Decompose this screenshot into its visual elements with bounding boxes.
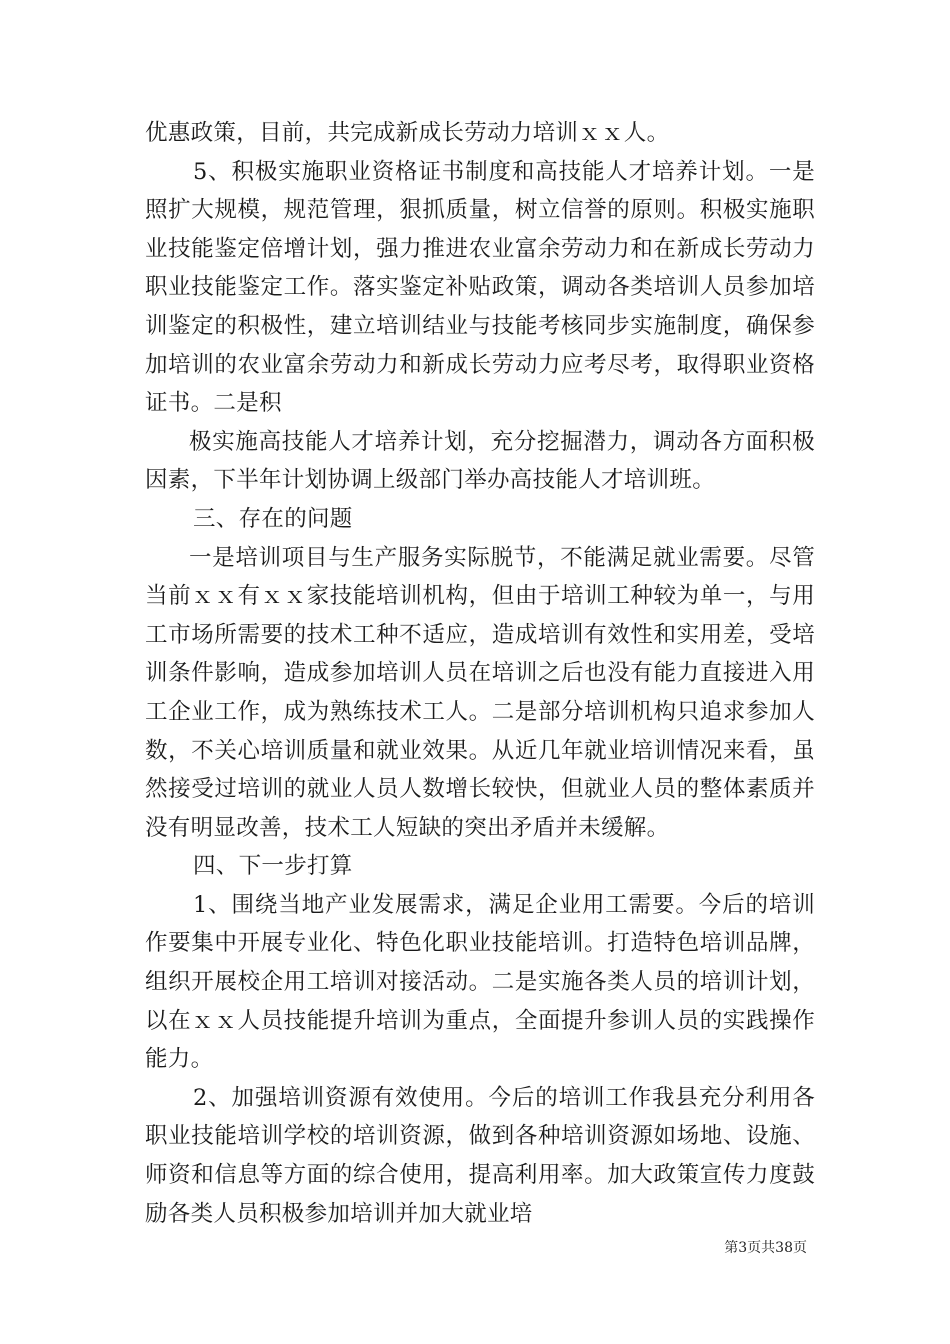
text-line: 2、加强培训资源有效使用。今后的培训工作我县充分利用各 (193, 1084, 815, 1111)
text-line: 训条件影响，造成参加培训人员在培训之后也没有能力直接进入用 (145, 660, 815, 687)
page-number: 第3页共38页 (724, 1240, 807, 1256)
text-line: 职业技能培训学校的培训资源，做到各种培训资源如场地、设施、 (145, 1123, 815, 1150)
text-line: 然接受过培训的就业人员人数增长较快，但就业人员的整体素质并 (145, 776, 815, 803)
text-line: 加培训的农业富余劳动力和新成长劳动力应考尽考，取得职业资格 (145, 351, 815, 378)
text-line: 优惠政策，目前，共完成新成长劳动力培训ｘｘ人。 (145, 120, 670, 146)
text-line: 励各类人员积极参加培训并加大就业培 (145, 1200, 533, 1227)
text-line: 照扩大规模，规范管理，狠抓质量，树立信誉的原则。积极实施职 (145, 197, 815, 224)
text-line: 组织开展校企用工培训对接活动。二是实施各类人员的培训计划， (145, 969, 815, 996)
text-line: 没有明显改善，技术工人短缺的突出矛盾并未缓解。 (145, 814, 670, 841)
text-line: 因素，下半年计划协调上级部门举办高技能人才培训班。 (145, 467, 716, 494)
text-line: 职业技能鉴定工作。落实鉴定补贴政策，调动各类培训人员参加培 (145, 274, 815, 301)
text-line: 业技能鉴定倍增计划，强力推进农业富余劳动力和在新成长劳动力 (145, 235, 815, 262)
section-heading: 四、下一步打算 (193, 853, 353, 880)
text-line: 作要集中开展专业化、特色化职业技能培训。打造特色培训品牌， (145, 930, 815, 957)
text-line: 工市场所需要的技术工种不适应，造成培训有效性和实用差，受培 (145, 621, 815, 648)
text-line: 一是培训项目与生产服务实际脱节，不能满足就业需要。尽管 (189, 544, 815, 571)
text-line: 5、积极实施职业资格证书制度和高技能人才培养计划。一是 (193, 158, 815, 185)
text-line: 能力。 (145, 1046, 214, 1073)
text-line: 当前ｘｘ有ｘｘ家技能培训机构，但由于培训工种较为单一，与用 (145, 583, 815, 610)
text-line: 1、围绕当地产业发展需求，满足企业用工需要。今后的培训 (193, 891, 815, 918)
text-line: 训鉴定的积极性，建立培训结业与技能考核同步实施制度，确保参 (145, 312, 815, 339)
body-text (145, 114, 815, 1233)
section-heading: 三、存在的问题 (193, 505, 353, 532)
text-line: 极实施高技能人才培养计划，充分挖掘潜力，调动各方面积极 (189, 428, 815, 455)
text-line: 数，不关心培训质量和就业效果。从近几年就业培训情况来看，虽 (145, 737, 815, 764)
text-line: 师资和信息等方面的综合使用，提高利用率。加大政策宣传力度鼓 (145, 1162, 815, 1189)
text-line: 以在ｘｘ人员技能提升培训为重点，全面提升参训人员的实践操作 (145, 1007, 815, 1034)
text-line: 证书。二是积 (145, 390, 282, 417)
text-line: 工企业工作，成为熟练技术工人。二是部分培训机构只追求参加人 (145, 698, 815, 725)
